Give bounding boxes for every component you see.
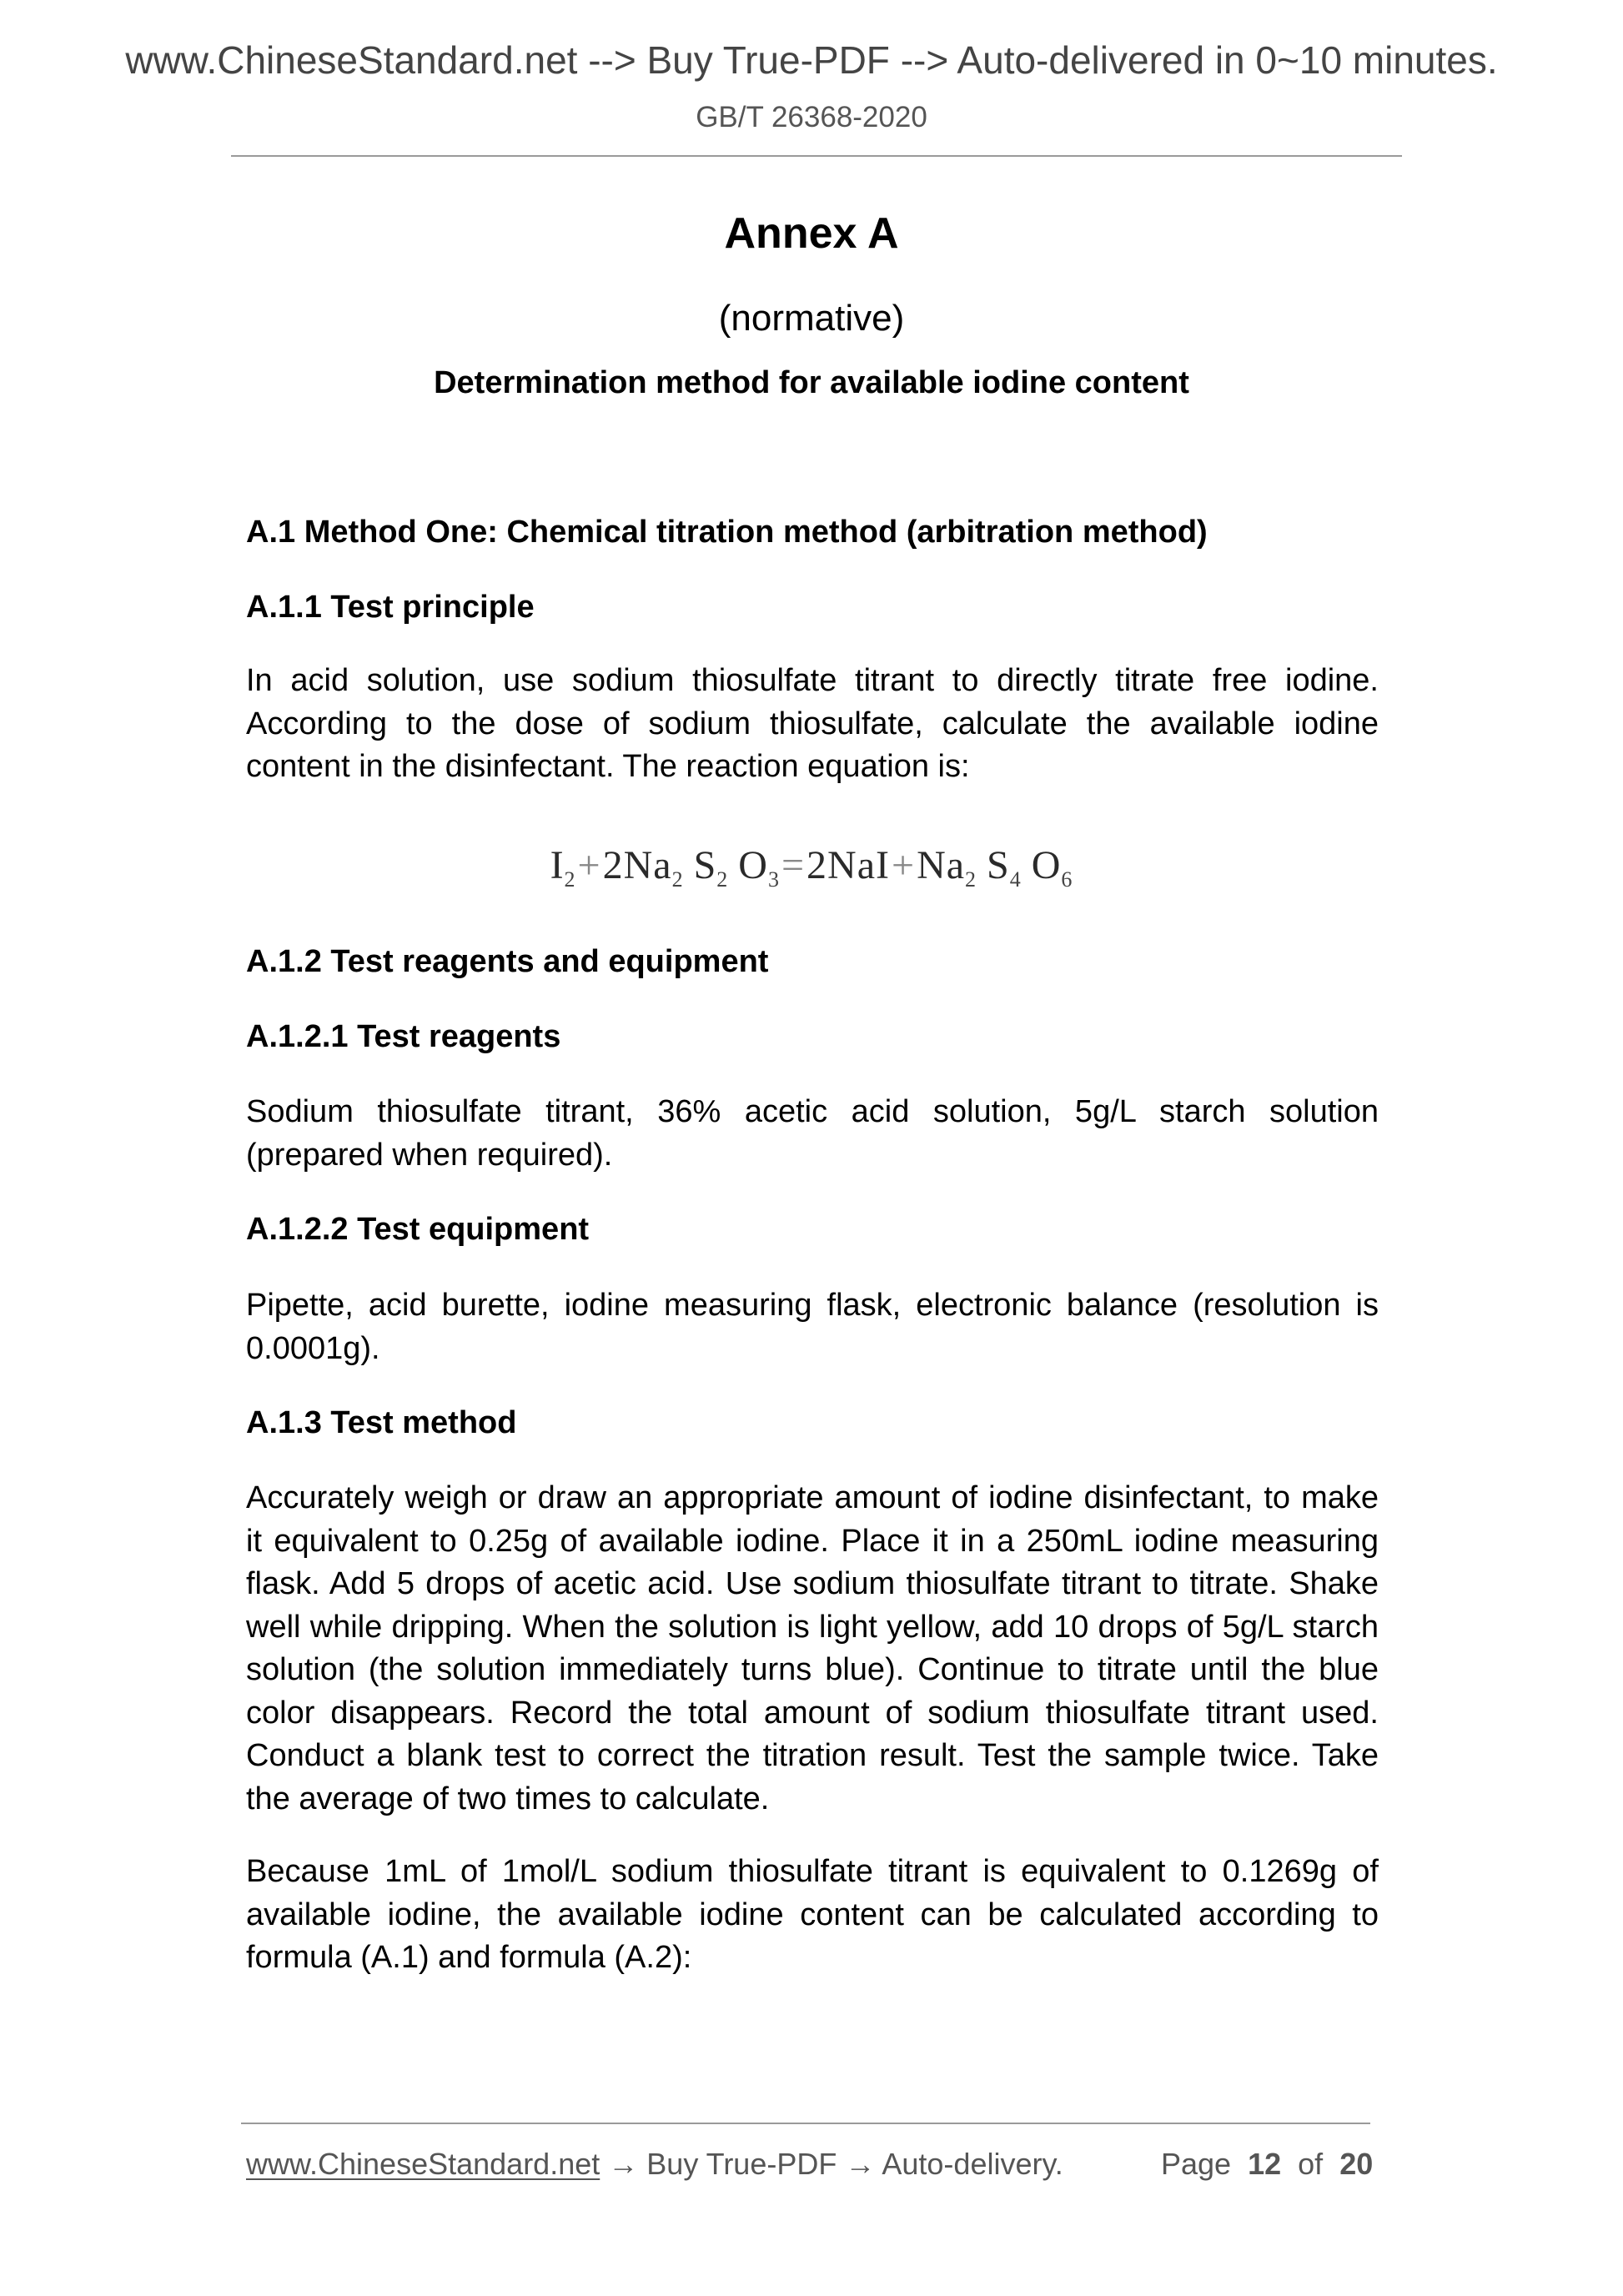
eq-equals: = — [781, 843, 806, 887]
paragraph-test-reagents: Sodium thiosulfate titrant, 36% acetic acid solution, 5g/L starch solution (prepared when required). — [246, 1094, 1379, 1173]
paragraph-test-principle: In acid solution, use sodium thiosulfate titrant to directly titrate free iodine. According to the dose of sodium thiosulfate, calculate the available iodine content in the disinfectant. The reaction equation is: — [246, 663, 1379, 784]
paragraph-test-method: Accurately weigh or draw an appropriate amount of iodine disinfectant, to make it equivalent to 0.25g of available iodine. Place it in a 250mL iodine measuring flask. Add 5 drops of acetic acid. Use sodium thiosulfate titrant to titrate. Shake well while dripping. When the solution is light yellow, add 10 drops of 5g/L starch solution (the solution immediately turns blue). Continue to titrate until the blue color disappears. Record the total amount of sodium thiosulfate titrant used. Conduct a blank test to correct the titration result. Test the sample twice. Take the average of two times to calculate. — [246, 1480, 1379, 1816]
heading-a11: A.1.1 Test principle — [246, 590, 535, 625]
standard-number: GB/T 26368-2020 — [696, 101, 927, 133]
annex-subtitle: Determination method for available iodine content — [434, 365, 1189, 400]
eq-plus: + — [892, 843, 916, 887]
arrow-right-icon: → — [845, 2147, 876, 2181]
page-current: 12 — [1248, 2147, 1282, 2181]
eq-term: S — [987, 843, 1010, 887]
of-label: of — [1298, 2147, 1324, 2181]
eq-subscript: 4 — [1009, 867, 1022, 892]
eq-subscript: 2 — [564, 867, 576, 892]
footer-divider — [241, 2123, 1370, 2124]
eq-term: Na — [917, 843, 966, 887]
page-label: Page — [1161, 2147, 1232, 2181]
paragraph-test-equipment: Pipette, acid burette, iodine measuring flask, electronic balance (resolution is 0.0001g). — [246, 1288, 1379, 1366]
eq-subscript: 2 — [965, 867, 977, 892]
footer-site-link[interactable]: www.ChineseStandard.net — [246, 2147, 600, 2181]
eq-term: S — [693, 843, 717, 887]
heading-a13: A.1.3 Test method — [246, 1405, 517, 1440]
eq-term: 2Na — [602, 843, 672, 887]
header-banner: www.ChineseStandard.net --> Buy True-PDF --> Auto-delivered in 0~10 minutes. — [125, 38, 1498, 82]
heading-a121: A.1.2.1 Test reagents — [246, 1019, 561, 1054]
eq-subscript: 2 — [671, 867, 684, 892]
eq-plus: + — [577, 843, 601, 887]
eq-term: O — [1031, 843, 1062, 887]
footer-delivery-text: Auto-delivery. — [882, 2147, 1063, 2181]
eq-subscript: 6 — [1061, 867, 1073, 892]
eq-term: I — [550, 843, 565, 887]
heading-a12: A.1.2 Test reagents and equipment — [246, 944, 769, 979]
footer-promo — [246, 2149, 1063, 2179]
heading-a122: A.1.2.2 Test equipment — [246, 1212, 590, 1247]
annex-title: Annex A — [724, 209, 899, 258]
eq-subscript: 3 — [767, 867, 780, 892]
eq-subscript: 2 — [716, 867, 729, 892]
paragraph-calculation: Because 1mL of 1mol/L sodium thiosulfate titrant is equivalent to 0.1269g of available iodine, the available iodine content can be calculated according to formula (A.1) and formula (A.2): — [246, 1854, 1379, 1975]
eq-term: 2NaI — [806, 843, 890, 887]
arrow-right-icon: → — [608, 2147, 639, 2181]
page-total: 20 — [1339, 2147, 1374, 2181]
page-indicator — [1161, 2149, 1373, 2179]
eq-term: O — [738, 843, 768, 887]
reaction-equation — [0, 843, 1623, 892]
annex-type: (normative) — [718, 298, 905, 339]
heading-a1: A.1 Method One: Chemical titration method (arbitration method) — [246, 515, 1208, 550]
footer-buy-text: Buy True-PDF — [646, 2147, 837, 2181]
header-divider — [231, 155, 1402, 157]
